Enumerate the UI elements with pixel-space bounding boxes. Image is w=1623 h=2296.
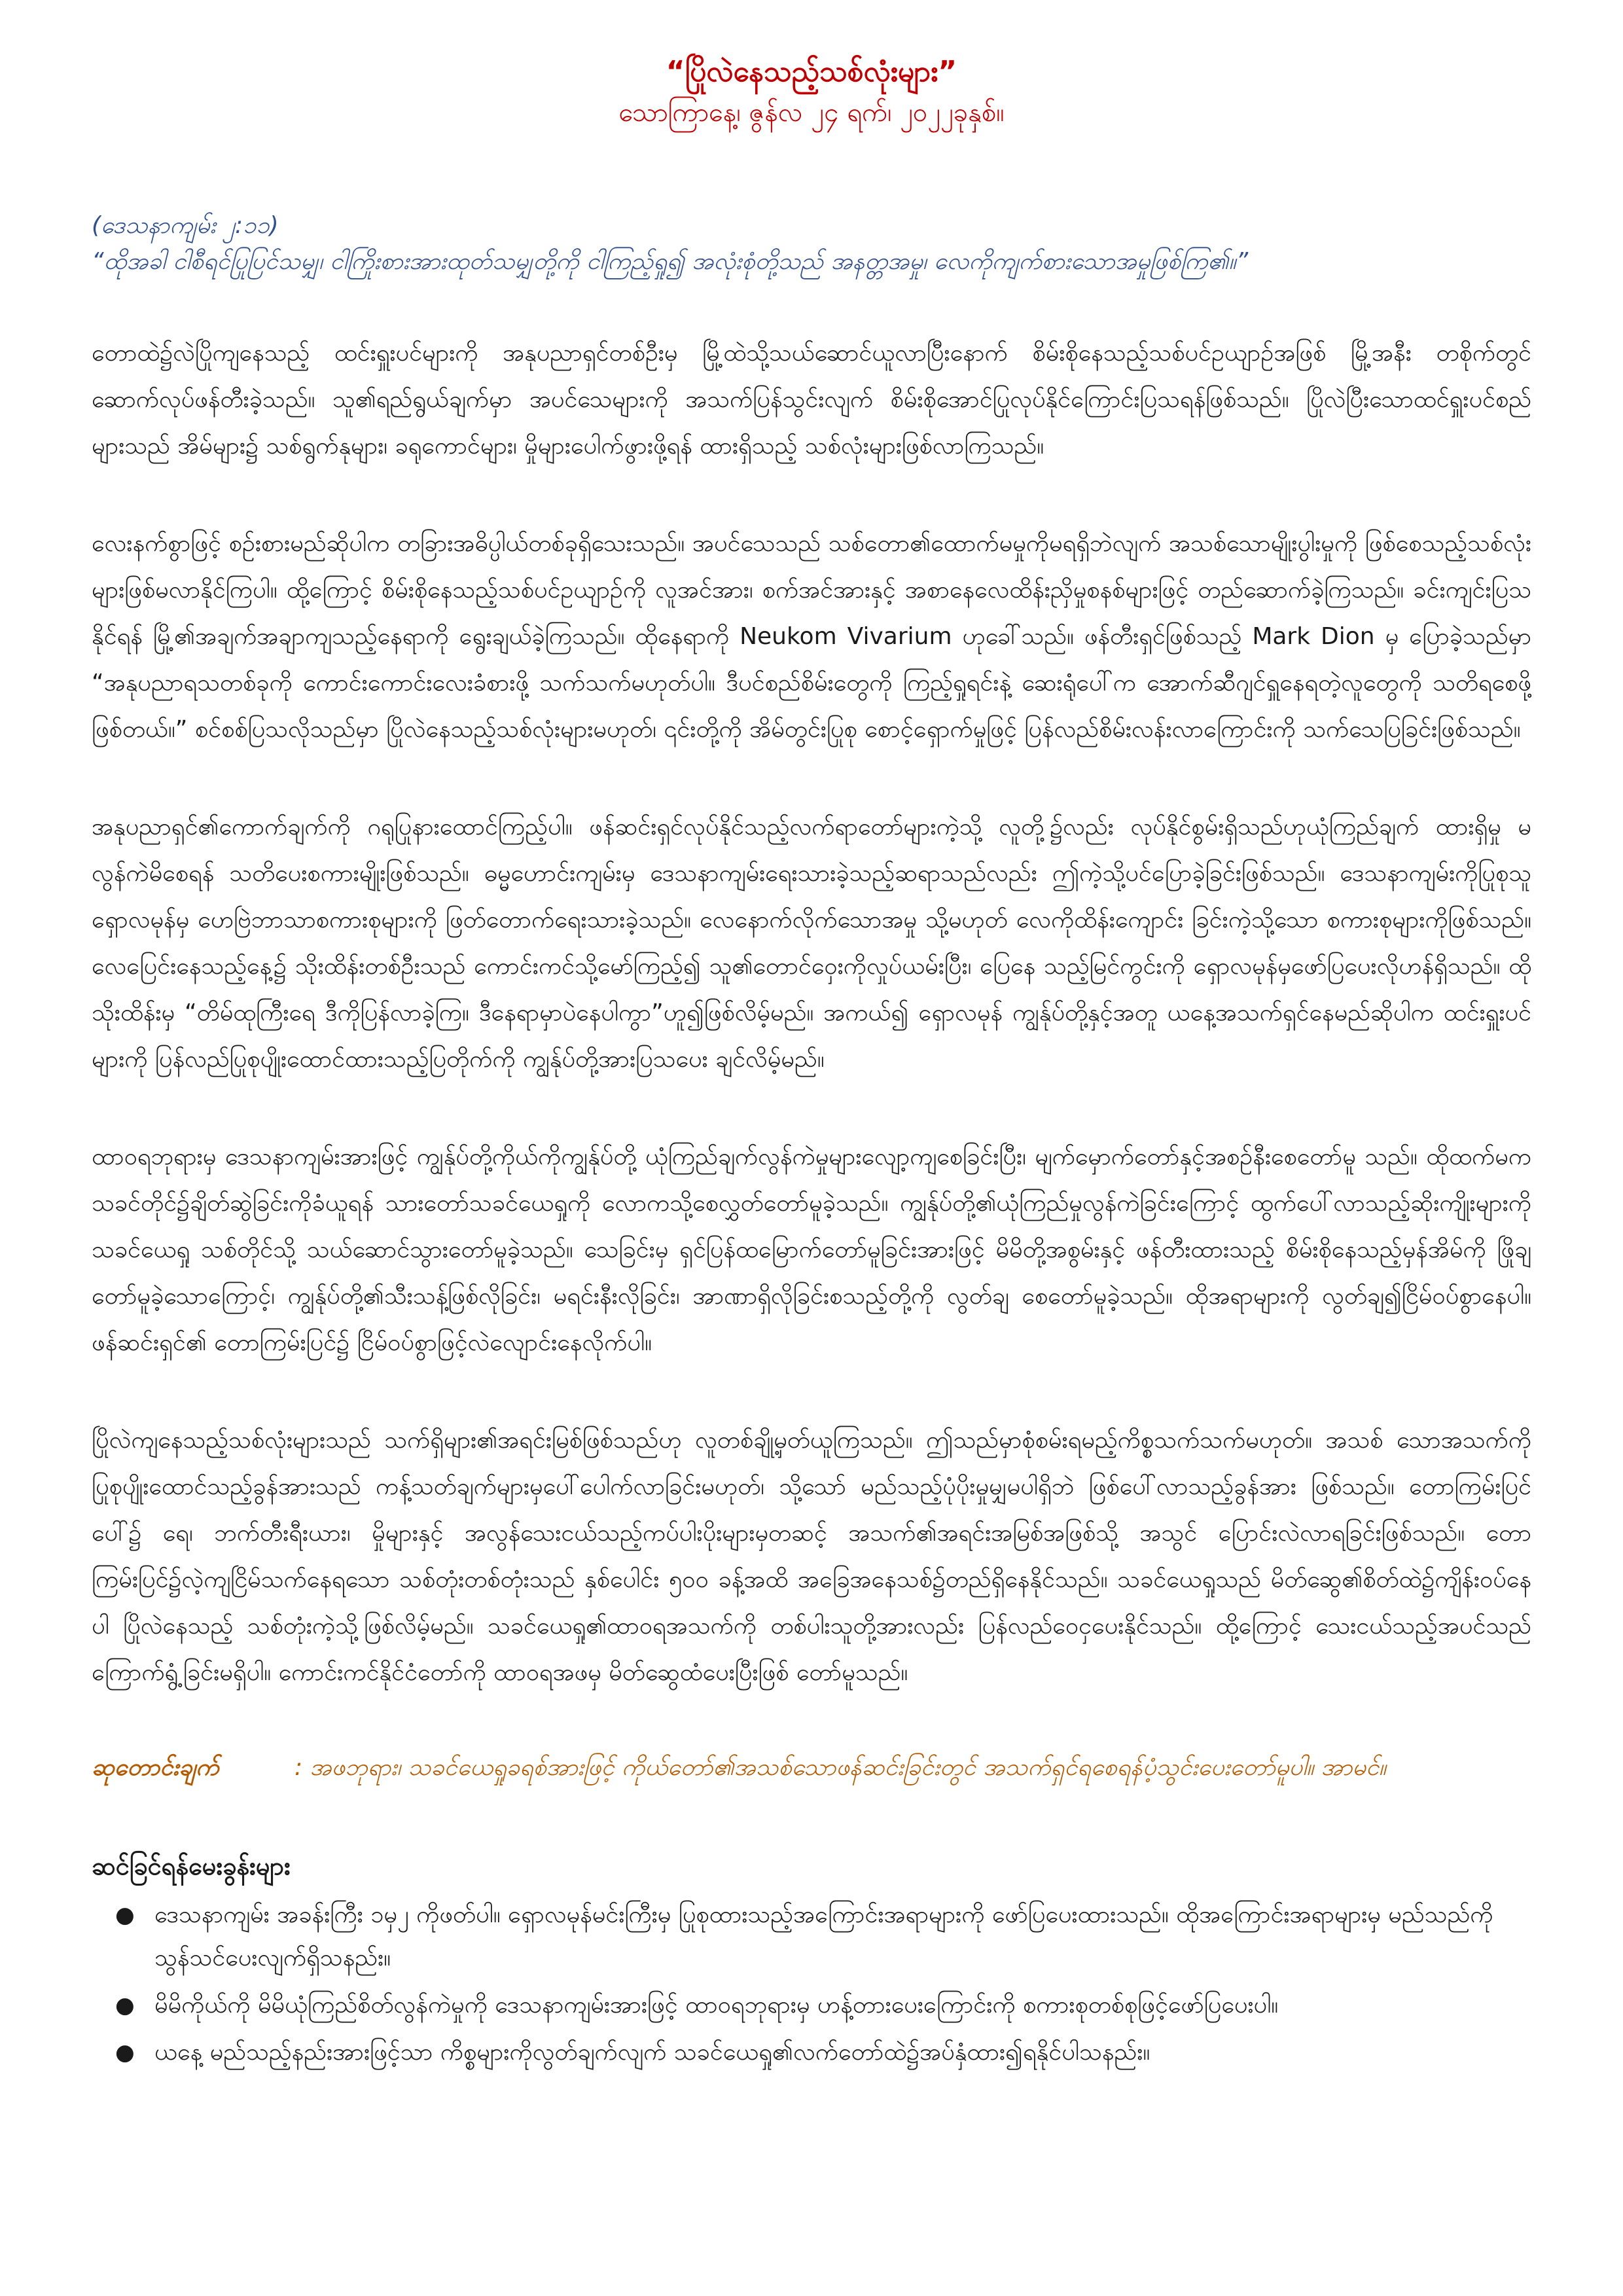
bullet-icon: ● — [115, 1902, 135, 1928]
question-text: ဒေသနာကျမ်း အခန်းကြီး ၁မှ၂ ကိုဖတ်ပါ။ ရှောလမုန်မင်းကြီးမှ ပြုစုထားသည့်အကြောင်းအရာများကို ဖော်ပြပေးထားသည်။ ထိုအကြောင်းအရာများမှ မည်သည်ကို သွန်သင်ပေးလျက်ရှိသနည်း။ — [154, 1901, 1493, 1971]
date-line: သောကြာနေ့၊ ဇွန်လ ၂၄ ရက်၊ ၂၀၂၂ခုနှစ်။ — [618, 98, 1005, 128]
question-item — [115, 1984, 1531, 2027]
body-paragraph-4: ထာဝရဘုရားမှ ဒေသနာကျမ်းအားဖြင့် ကျွန်ုပ်တို့ကိုယ်ကိုကျွန်ုပ်တို့ ယုံကြည်ချက်လွန်ကဲမှုများလျော့ကျစေခြင်းပြီး၊ မျက်မှောက်တော်နှင့်အစဉ်နီးစေတော်မူ သည်။ ထိုထက်မက သခင်တိုင်၌ချိတ်ဆွဲခြင်းကိုခံယူရန် သားတော်သခင်ယေရှုကို လောကသို့စေလွှတ်တော်မူခဲ့သည်။ ကျွန်ုပ်တို့၏ယုံကြည်မှုလွန်ကဲခြင်းကြောင့် ထွက်ပေါ်လာသည့်ဆိုးကျိုးများကို သခင်ယေရှု သစ်တိုင်သို့ သယ်ဆောင်သွားတော်မူခဲ့သည်။ သေခြင်းမှ ရှင်ပြန်ထမြောက်တော်မူခြင်းအားဖြင့် မိမိတို့အစွမ်းနှင့် ဖန်တီးထားသည့် စိမ်းစိုနေသည့်မှန်အိမ်ကို ဖြိုချတော်မူခဲ့သောကြောင့်၊ ကျွန်ုပ်တို့၏သီးသန့်ဖြစ်လိုခြင်း၊ မရင်းနီးလိုခြင်း၊ အာဏာရှိလိုခြင်းစသည့်တို့ကို လွတ်ချ စေတော်မူခဲ့သည်။ ထိုအရာများကို လွတ်ချ၍ငြိမ်ဝပ်စွာနေပါ။ ဖန်ဆင်းရှင်၏ တောကြမ်းပြင်၌ ငြိမ်ဝပ်စွာဖြင့်လဲလျောင်းနေလိုက်ပါ။ — [92, 1143, 1531, 1356]
question-text: ယနေ့ မည်သည့်နည်းအားဖြင့်သာ ကိစ္စများကိုလွတ်ချက်လျက် သခင်ယေရှု၏လက်တော်ထဲ၌အပ်နှံထား၍ရနိုင်ပါသနည်း။ — [154, 2039, 1150, 2066]
verse-reference: (ဒေသနာကျမ်း ၂:၁၁) — [92, 212, 279, 239]
body-paragraph-3: အနုပညာရှင်၏ကောက်ချက်ကို ဂရုပြုနားထောင်ကြည့်ပါ။ ဖန်ဆင်းရှင်လုပ်နိုင်သည့်လက်ရာတော်များကဲ့သို့ လူတို့၌လည်း လုပ်နိုင်စွမ်းရှိသည်ဟုယုံကြည်ချက် ထားရှိမှု မလွန်ကဲမိစေရန် သတိပေးစကားမျိုးဖြစ်သည်။ ဓမ္မဟောင်းကျမ်းမှ ဒေသနာကျမ်းရေးသားခဲ့သည့်ဆရာသည်လည်း ဤကဲ့သို့ပင်ပြောခဲ့ခြင်းဖြစ်သည်။ ဒေသနာကျမ်းကိုပြုစုသူ ရှောလမုန်မှ ဟေဗြဲဘာသာစကားစုများကို ဖြတ်တောက်ရေးသားခဲ့သည်။ လေနောက်လိုက်သောအမှု သို့မဟုတ် လေကိုထိန်းကျောင်း ခြင်းကဲ့သို့သော စကားစုများကိုဖြစ်သည်။ လေပြေင်းနေသည့်နေ့၌ သိုးထိန်းတစ်ဦးသည် ကောင်းကင်သို့မော်ကြည့်၍ သူ၏တောင်ဝှေးကိုလှုပ်ယမ်းပြီး၊ ပြေနေ သည့်မြင်ကွင်းကို ရှောလမုန်မှဖော်ပြပေးလိုဟန်ရှိသည်။ ထိုသိုးထိန်းမှ “တိမ်ထုကြီးရေ ဒီကိုပြန်လာခဲ့ကြ။ ဒီနေရာမှာပဲနေပါကွာ”ဟူ၍ဖြစ်လိမ့်မည်။ အကယ်၍ ရှောလမုန် ကျွန်ုပ်တို့နှင့်အတူ ယနေ့အသက်ရှင်နေမည်ဆိုပါက ထင်းရှူးပင်များကို ပြန်လည်ပြုစုပျိုးထောင်ထားသည့်ပြတိုက်ကို ကျွန်ုပ်တို့အားပြသပေး ချင်လိမ့်မည်။ — [92, 814, 1531, 1073]
prayer-section — [92, 1748, 1531, 1787]
body-paragraph-1: တောထဲ၌လဲပြိုကျနေသည့် ထင်းရှူးပင်များကို အနုပညာရှင်တစ်ဦးမှ မြို့ထဲသို့သယ်ဆောင်ယူလာပြီးနောက် စိမ်းစိုနေသည့်သစ်ပင်ဥယျာဉ်အဖြစ် မြို့အနီး တစိုက်တွင် ဆောက်လုပ်ဖန်တီးခဲ့သည်။ သူ၏ရည်ရွယ်ချက်မှာ အပင်သေများကို အသက်ပြန်သွင်းလျက် စိမ်းစိုအောင်ပြုလုပ်နိုင်ကြောင်းပြသရန်ဖြစ်သည်။ ပြိုလဲပြီးသောထင်ရှူးပင်စည်များသည် အိမ်များ၌ သစ်ရွက်နုများ၊ ခရုကောင်များ၊ မှိုများပေါက်ဖွားဖို့ရန် ထားရှိသည့် သစ်လုံးများဖြစ်လာကြသည်။ — [92, 340, 1531, 459]
verse-text: “ထိုအခါ ငါစီရင်ပြုပြင်သမျှ၊ ငါကြိုးစားအားထုတ်သမျှတို့ကို ငါကြည့်ရှု၍ အလုံးစုံတို့သည် အနတ္တအမှု၊ လေကိုကျက်စားသောအမှုဖြစ်ကြ၏။” — [92, 248, 1249, 275]
prayer-label: ဆုတောင်းချက် — [92, 1754, 219, 1781]
body-paragraph-2: လေးနက်စွာဖြင့် စဉ်းစားမည်ဆိုပါက တခြားအဓိပ္ပါယ်တစ်ခုရှိသေးသည်။ အပင်သေသည် သစ်တော၏ထောက်မမှုကိုမရရှိဘဲလျက် အသစ်သောမျိုးပွါးမှုကို ဖြစ်စေသည့်သစ်လုံးများဖြစ်မလာနိုင်ကြပါ။ ထို့ကြောင့် စိမ်းစိုနေသည့်သစ်ပင်ဥယျာဉ်ကို လူအင်အား၊ စက်အင်အားနှင့် အစာနေလေထိန်းညှိမှုစနစ်များဖြင့် တည်ဆောက်ခဲ့ကြသည်။ ခင်းကျင်းပြသနိုင်ရန် မြို့၏အချက်အချာကျသည့်နေရာကို ရွေးချယ်ခဲ့ကြသည်။ ထိုနေရာကို Neukom Vivarium ဟုခေါ်သည်။ ဖန်တီးရှင်ဖြစ်သည့် Mark Dion မှ ပြောခဲ့သည်မှာ “အနုပညာရသတစ်ခုကို ကောင်းကောင်းလေးခံစားဖို့ သက်သက်မဟုတ်ပါ။ ဒီပင်စည်စိမ်းတွေကို ကြည့်ရှုရင်းနဲ့ ဆေးရုံပေါ်က အောက်ဆီဂျင်ရှူနေရတဲ့လူတွေကို သတိရစေဖို့ဖြစ်တယ်။” စင်စစ်ပြသလိုသည်မှာ ပြိုလဲနေသည့်သစ်လုံးများမဟုတ်၊ ၎င်းတို့ကို အိမ်တွင်းပြုစု စောင့်ရှောက်မှုဖြင့် ပြန်လည်စိမ်းလန်းလာကြောင်းကို သက်သေပြခြင်းဖြစ်သည်။ — [92, 530, 1531, 743]
prayer-text: : အဖဘုရား၊ သခင်ယေရှုခရစ်အားဖြင့် ကိုယ်တော်၏အသစ်သောဖန်ဆင်းခြင်းတွင် အသက်ရှင်ရစေရန်ပံ့သွင်းပေးတော်မူပါ။ အာမင်။ — [294, 1754, 1386, 1781]
questions-list — [92, 1893, 1531, 2074]
question-item — [115, 1893, 1531, 1980]
bullet-icon: ● — [115, 2039, 135, 2066]
page-title: “ပြိုလဲနေသည့်သစ်လုံးများ” — [666, 55, 957, 88]
bullet-icon: ● — [115, 1992, 135, 2018]
question-item — [115, 2031, 1531, 2074]
body-paragraph-5: ပြိုလဲကျနေသည့်သစ်လုံးများသည် သက်ရှိများ၏အရင်းမြစ်ဖြစ်သည်ဟု လူတစ်ချို့မှတ်ယူကြသည်။ ဤသည်မှာစုံစမ်းရမည့်ကိစ္စသက်သက်မဟုတ်။ အသစ် သောအသက်ကိုပြုစုပျိုးထောင်သည့်ခွန်အားသည် ကန့်သတ်ချက်များမှပေါ်ပေါက်လာခြင်းမဟုတ်၊ သို့သော် မည်သည့်ပုံပိုးမှုမျှမပါရှိဘဲ ဖြစ်ပေါ်လာသည့်ခွန်အား ဖြစ်သည်။ တောကြမ်းပြင်ပေါ်၌ ရေ၊ ဘက်တီးရီးယား၊ မှိုများနှင့် အလွန်သေးငယ်သည့်ကပ်ပါးပိုးများမှတဆင့် အသက်၏အရင်းအမြစ်အဖြစ်သို့ အသွင် ပြောင်းလဲလာရခြင်းဖြစ်သည်။ တောကြမ်းပြင်၌လဲ့ကျငြိမ်သက်နေရသော သစ်တုံးတစ်တုံးသည် နှစ်ပေါင်း ၅၀၀ ခန့်အထိ အခြေအနေသစ်၌တည်ရှိနေနိုင်သည်။ သခင်ယေရှုသည် မိတ်ဆွေ၏စိတ်ထဲ၌ကျိန်းဝပ်နေပါ ပြိုလဲနေသည့် သစ်တုံးကဲ့သို့ဖြစ်လိမ့်မည်။ သခင်ယေရှု၏ထာဝရအသက်ကို တစ်ပါးသူတို့အားလည်း ပြန်လည်ဝေငှပေးနိုင်သည်။ ထို့ကြောင့် သေးငယ်သည့်အပင်သည် ကြောက်ရွံ့ခြင်းမရှိပါ။ ကောင်းကင်နိုင်ငံတော်ကို ထာဝရအဖမှ မိတ်ဆွေထံပေးပြီးဖြစ် တော်မူသည်။ — [92, 1427, 1531, 1686]
question-text: မိမိကိုယ်ကို မိမိယုံကြည်စိတ်လွန်ကဲမှုကို ဒေသနာကျမ်းအားဖြင့် ထာဝရဘုရားမှ ဟန့်တားပေးကြောင်းကို စကားစုတစ်စုဖြင့်ဖော်ပြပေးပါ။ — [154, 1992, 1279, 2018]
questions-heading: ဆင်ခြင်ရန်မေးခွန်းများ — [92, 1852, 291, 1880]
devotional-page — [92, 39, 1531, 2078]
